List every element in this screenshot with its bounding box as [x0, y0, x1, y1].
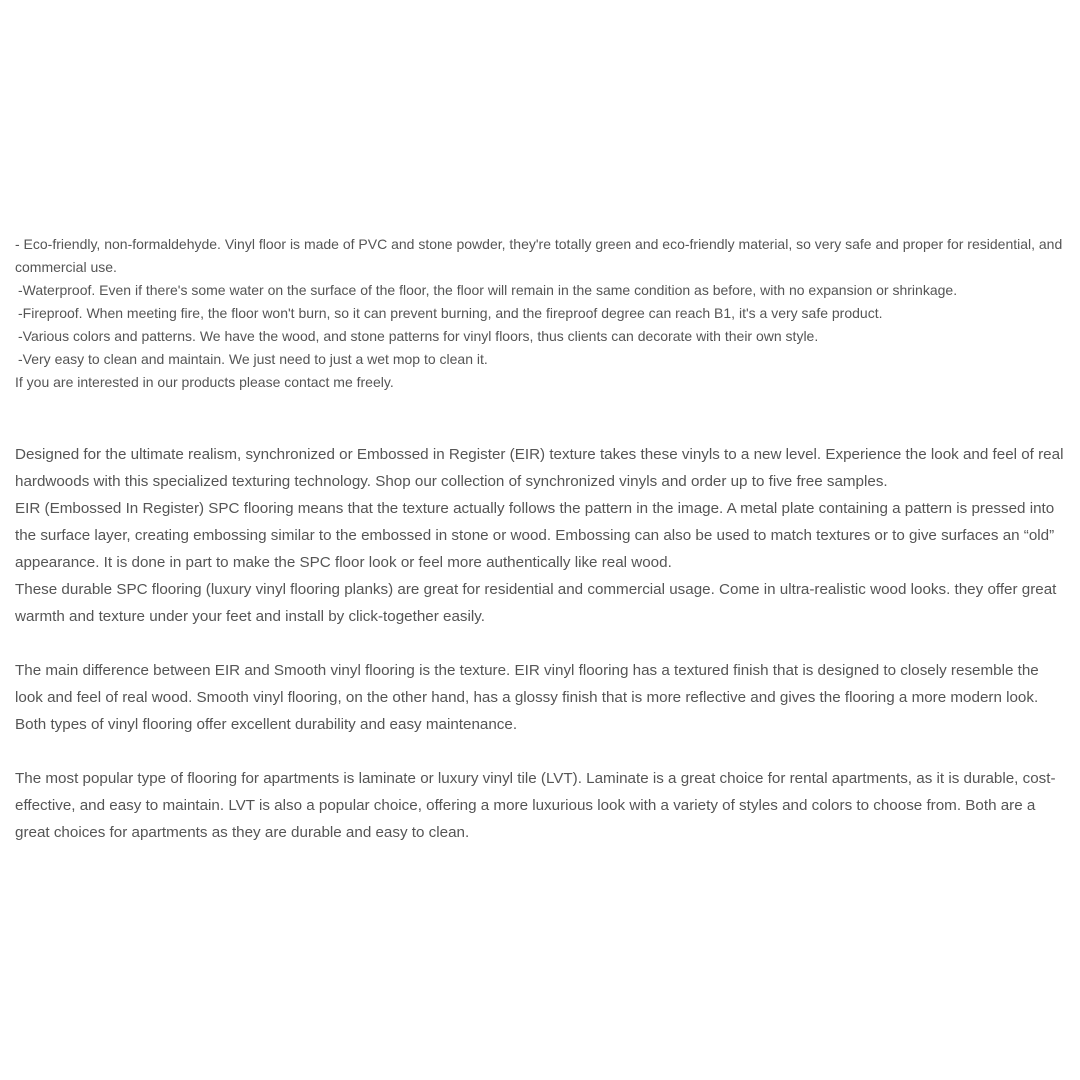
feature-colors-patterns: -Various colors and patterns. We have the wood, and stone patterns for vinyl floors, thus clients can decorate with their own style. [18, 328, 819, 344]
feature-fireproof: -Fireproof. When meeting fire, the floor won't burn, so it can prevent burning, and the fireproof degree can reach B1, it's a very safe product. [18, 305, 883, 321]
paragraph-durable: These durable SPC flooring (luxury vinyl flooring planks) are great for residential and commercial usage. Come in ultra-realistic wood looks. they offer great warmth and texture under your feet and install by click-together easily. [15, 581, 1057, 625]
paragraph-realism: Designed for the ultimate realism, synchronized or Embossed in Register (EIR) texture takes these vinyls to a new level. Experience the look and feel of real hardwoods with this specialized texturing technology. Shop our collection of synchronized vinyls and order up to five free samples. [15, 446, 1064, 490]
feature-easy-clean: -Very easy to clean and maintain. We just need to just a wet mop to clean it. [18, 351, 488, 367]
contact-note: If you are interested in our products please contact me freely. [15, 374, 394, 390]
feature-list [15, 233, 1067, 394]
feature-waterproof: -Waterproof. Even if there's some water on the surface of the floor, the floor will remain in the same condition as before, with no expansion or shrinkage. [18, 282, 958, 298]
product-details [15, 441, 1070, 846]
paragraph-eir-vs-smooth: The main difference between EIR and Smooth vinyl flooring is the texture. EIR vinyl flooring has a textured finish that is designed to closely resemble the look and feel of real wood. Smooth vinyl flooring, on the other hand, has a glossy finish that is more reflective and gives the flooring a more modern look. Both types of vinyl flooring offer excellent durability and easy maintenance. [15, 662, 1039, 733]
paragraph-apartments: The most popular type of flooring for apartments is laminate or luxury vinyl tile (LVT). Laminate is a great choice for rental apartments, as it is durable, cost-effective, and easy to maintain. LVT is also a popular choice, offering a more luxurious look with a variety of styles and colors to choose from. Both are a great choices for apartments as they are durable and easy to clean. [15, 770, 1056, 841]
feature-eco-friendly: - Eco-friendly, non-formaldehyde. Vinyl floor is made of PVC and stone powder, they're totally green and eco-friendly material, so very safe and proper for residential, and commercial use. [15, 236, 1063, 275]
paragraph-eir: EIR (Embossed In Register) SPC flooring means that the texture actually follows the pattern in the image. A metal plate containing a pattern is pressed into the surface layer, creating embossing similar to the embossed in stone or wood. Embossing can also be used to match textures or to give surfaces an “old” appearance. It is done in part to make the SPC floor look or feel more authentically like real wood. [15, 500, 1055, 571]
